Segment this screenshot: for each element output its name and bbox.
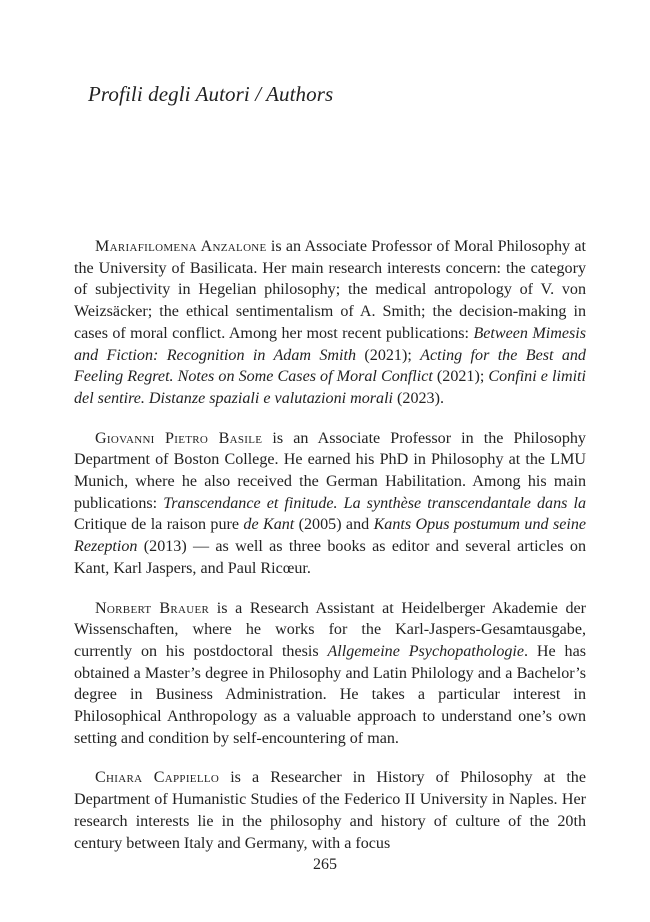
bio-text: is an Associate Professor in the Philosophy Department of Boston College. He earned his PhD in Philosophy at the LMU Munich, where he also received the German Habilitation. Among his main publications: xyxy=(74,429,586,512)
author-name: Chiara Cappiello xyxy=(95,769,220,787)
publication-title: Acting for the Best and Feeling Regret. Notes on Some Cases of Moral Conflict xyxy=(74,346,586,386)
publication-title: Transcendance et finitude. La synthèse transcendantale dans la xyxy=(163,494,586,512)
publication-title: Kants Opus postumum und seine Rezeption xyxy=(74,516,587,556)
bio-text: is an Associate Professor of Moral Philosophy at the University of Basilicata. Her main research interests concern: the category of subjectivity in Hegelian philosophy; the medical antropology of V. von Weizsäcker; the ethical sentimentalism of A. Smith; the decision-making in cases of moral conflict. Among her most recent publications: xyxy=(74,238,586,342)
author-bios xyxy=(74,236,586,872)
bio-text: (2013) — as well as three books as editor and several articles on Kant, Karl Jaspers, and Paul Ricœur. xyxy=(74,538,586,577)
bio-text: (2023). xyxy=(393,389,444,407)
page-title: Profili degli Autori / Authors xyxy=(88,82,334,106)
bio-text: is a Researcher in History of Philosophy at the Department of Humanistic Studies of the Federico II University in Naples. Her research interests lie in the philosophy and history of culture of the 20th century between Italy and Germany, with a focus xyxy=(74,769,586,852)
bio-brauer xyxy=(74,598,586,750)
bio-cappiello xyxy=(74,767,586,854)
bio-basile xyxy=(74,428,586,580)
author-name: Giovanni Pietro Basile xyxy=(95,429,263,447)
author-name: Norbert Brauer xyxy=(95,599,210,617)
publication-title: de Kant xyxy=(243,516,295,534)
bio-text: (2021); xyxy=(356,346,421,364)
bio-anzalone xyxy=(74,236,586,410)
bio-text: is a Research Assistant at Heidelberger Akademie der Wissenschaften, where he works for the Karl-Jaspers-Gesamtausgabe, currently on his postdoctoral thesis xyxy=(74,599,586,660)
author-name: Mariafilomena Anzalone xyxy=(95,238,267,255)
bio-text: (2021); xyxy=(432,368,489,386)
publication-title: Between Mimesis and Fiction: Recognition in Adam Smith xyxy=(74,324,586,364)
publication-title: Confini e limiti del sentire. Distanze spaziali e valutazioni morali xyxy=(74,368,586,407)
publication-title: Allgemeine Psychopathologie xyxy=(327,642,525,660)
bio-text: Critique de la raison pure xyxy=(74,516,244,534)
page-number: 265 xyxy=(313,856,337,873)
bio-text: (2005) and xyxy=(294,516,374,534)
bio-text: . He has obtained a Master’s degree in Philosophy and Latin Philology and a Bachelor’s degree in Business Administration. He takes a particular interest in Philosophical Anthropology as a valuable approach to understand one’s own setting and condition by self-encountering of man. xyxy=(74,642,586,747)
